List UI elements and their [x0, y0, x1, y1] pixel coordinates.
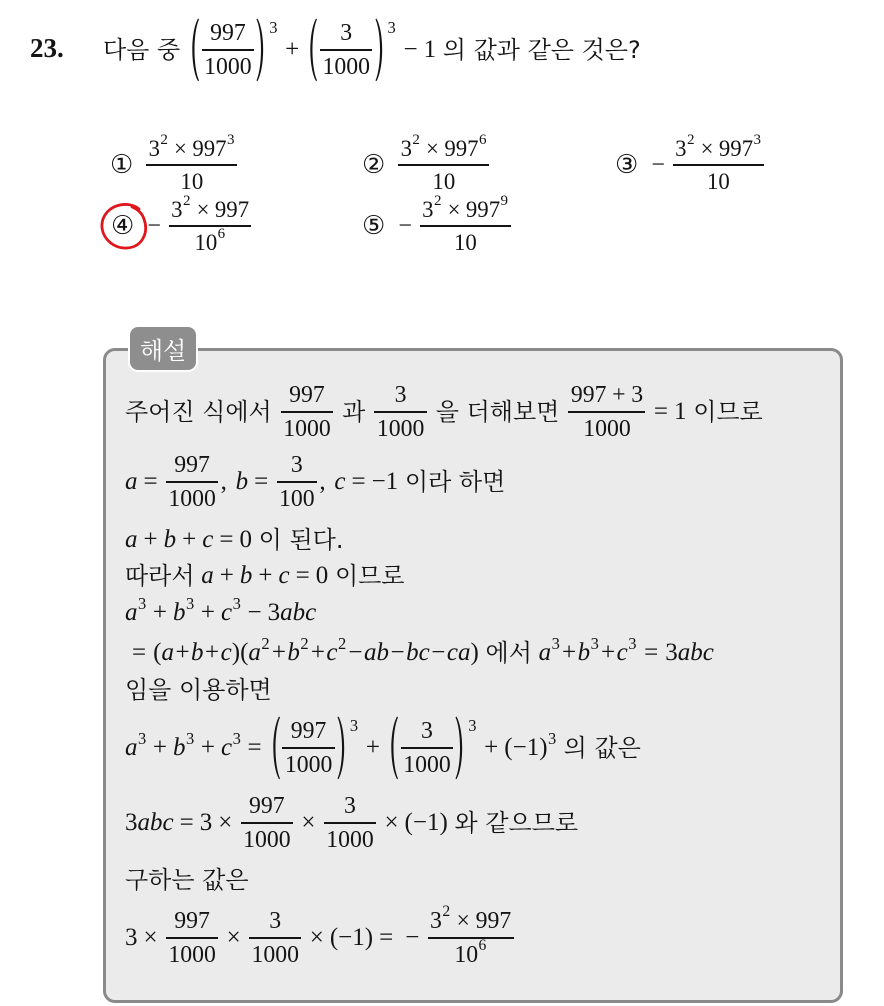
- parenthesized-group: [188, 18, 278, 82]
- solution-label: 해설: [128, 325, 198, 372]
- solution-box: [103, 337, 843, 1003]
- math-number: 10: [454, 941, 479, 968]
- fraction-numerator: [673, 132, 764, 164]
- math-number: 10: [432, 168, 456, 194]
- math-number: 3: [631, 381, 644, 408]
- superscript: 3: [137, 729, 147, 749]
- math-operator: +: [601, 639, 616, 666]
- superscript: 3: [137, 594, 147, 614]
- math-operator: +: [200, 734, 215, 761]
- text-run: 을 더해보면: [435, 397, 560, 426]
- math-variable: b: [191, 639, 204, 666]
- math-operator: +: [612, 381, 626, 408]
- choice-expression: [398, 193, 513, 256]
- math-number: 1: [673, 398, 687, 425]
- math-operator: −: [405, 924, 420, 951]
- math-number: 10: [706, 168, 730, 194]
- text-run: 임을 이용하면: [125, 675, 272, 704]
- math-variable: b: [173, 599, 186, 626]
- math-variable: c: [220, 639, 232, 666]
- math-operator: =: [143, 468, 158, 495]
- fraction-numerator: [169, 193, 251, 225]
- math-number: 3: [269, 907, 282, 934]
- punctuation: ,: [220, 468, 227, 495]
- choice-expression: [147, 193, 253, 256]
- right-parenthesis: [455, 716, 467, 780]
- right-parenthesis: [337, 716, 349, 780]
- math-operator: +: [365, 734, 380, 761]
- math-number: 997: [214, 196, 250, 222]
- fraction: [320, 19, 372, 81]
- superscript: 9: [500, 193, 509, 210]
- fraction: [568, 381, 645, 443]
- punctuation: ,: [319, 468, 326, 495]
- math-operator: ×: [456, 907, 470, 934]
- fraction: [202, 19, 254, 81]
- math-variable: ab: [364, 639, 390, 666]
- math-operator: −: [403, 36, 418, 63]
- math-operator: =: [132, 639, 147, 666]
- math-operator: ×: [143, 924, 158, 951]
- math-operator: +: [310, 639, 325, 666]
- text-run: 와 같으므로: [454, 808, 579, 837]
- fraction: [401, 717, 453, 779]
- fraction-denominator: [452, 227, 479, 256]
- math-operator: ×: [700, 135, 714, 161]
- math-operator: +: [152, 734, 167, 761]
- math-number: 997: [174, 451, 210, 478]
- fraction: [281, 381, 333, 443]
- fraction-numerator: [342, 792, 359, 823]
- math-operator: +: [484, 734, 499, 761]
- fraction-numerator: [287, 381, 327, 412]
- left-parenthesis: [306, 18, 318, 82]
- math-operator: +: [258, 562, 273, 589]
- exam-page: 23. 다음 중 $\frac{997}{1000}$ 3 + $\frac{3}{1000}$ 3 − 1 의 값과 같은 것은? ① 3 2 × 997 3 10 ② 3 2 × 997 6 10 ③ − 3 2 × 997 3 10 ④ − 3 2 × 997 10 6 ⑤ − 3 2 × 997 9 10 해설 주어진 식에서 $\frac{997}{1000}$ 과 $\frac{3}{1000}$ 을 더해보면 997 + 3 1000 = 1 이므로 a = $\frac{997}{1000}$ , b = $\frac{3}{100}$ , c = −1 이라 하면 a + b + c = 0 이 된다. 따라서 a + b + c = 0 이므로 a 3 + b 3 + c 3 − 3 abc = ( a + b + c )( a 2 + b 2 + c 2 − ab − bc − ca ) 에서 a 3 + b 3 + c 3 = 3 abc 임을 이용하면 a 3 + b 3 + c 3 = $\frac{997}{1000}$ 3 + $\frac{3}{1000}$ 3 + (−1) 3 의 값은 3 abc = 3 × $\frac{997}{1000}$ × $\frac{3}{1000}$ × (−1) 와 같으므로 구하는 값은 3 × $\frac{997}{1000}$ × $\frac{3}{1000}$ × (−1) = − 3 2 × 997 10 6: [0, 0, 884, 1006]
- fraction-denominator: [324, 824, 376, 855]
- math-operator: ×: [426, 135, 439, 161]
- superscript: 3: [232, 729, 241, 749]
- math-operator: ×: [196, 196, 210, 222]
- text-run: 이라 하면: [404, 467, 506, 496]
- math-number: 3: [290, 451, 303, 478]
- fraction-denominator: [241, 824, 293, 855]
- math-number: 997: [290, 717, 327, 744]
- group-body: [318, 19, 375, 81]
- math-number: 3: [421, 717, 433, 744]
- choice-number-3: ③: [615, 150, 639, 180]
- fraction-denominator: [192, 227, 228, 256]
- superscript: 3: [548, 729, 557, 749]
- math-number: 1000: [168, 941, 216, 968]
- math-operator: ×: [226, 924, 241, 951]
- superscript: 6: [478, 936, 487, 954]
- superscript: 2: [160, 132, 168, 149]
- math-variable: a: [125, 599, 138, 626]
- math-number: 997: [192, 135, 227, 161]
- math-number: 3: [171, 196, 183, 222]
- math-number: 1000: [168, 485, 216, 512]
- superscript: 3: [387, 18, 396, 38]
- superscript: 2: [686, 132, 695, 149]
- math-variable: c: [221, 599, 233, 626]
- fraction-denominator: [202, 51, 254, 82]
- fraction-denominator: [374, 413, 426, 444]
- fraction-numerator: [288, 451, 305, 482]
- math-operator: −: [147, 212, 161, 239]
- math-number: 3: [430, 907, 442, 934]
- fraction-numerator: [208, 19, 248, 50]
- fraction: [277, 451, 317, 513]
- fraction-denominator: [320, 51, 372, 82]
- fraction: [249, 907, 301, 969]
- math-number: 0: [239, 526, 252, 553]
- parenthesized-group: [269, 716, 359, 780]
- math-number: 3: [675, 135, 687, 161]
- superscript: 2: [433, 193, 442, 210]
- math-number: 3: [125, 924, 138, 951]
- fraction-numerator: [172, 451, 212, 482]
- math-operator: +: [219, 562, 234, 589]
- math-number: 997: [174, 907, 210, 934]
- math-number: 1000: [376, 415, 425, 442]
- math-variable: abc: [137, 809, 174, 836]
- superscript: 3: [468, 716, 477, 736]
- math-operator: =: [379, 924, 394, 951]
- fraction-numerator: [428, 903, 514, 938]
- math-operator: +: [205, 639, 220, 666]
- fraction-denominator: [249, 939, 301, 970]
- math-variable: b: [239, 562, 253, 589]
- math-number: 3: [400, 135, 412, 161]
- choice-number-5: ⑤: [362, 211, 386, 241]
- fraction: [282, 717, 334, 779]
- math-operator: +: [271, 639, 286, 666]
- choice-expression: [651, 132, 766, 195]
- superscript: 2: [300, 634, 309, 654]
- fraction-numerator: [267, 907, 284, 938]
- math-number: 997: [444, 135, 479, 161]
- superscript: 3: [269, 18, 278, 38]
- math-operator: +: [285, 36, 300, 63]
- math-number: 1000: [204, 53, 252, 80]
- fraction-numerator: [288, 717, 328, 748]
- text-run: 따라서: [125, 561, 195, 590]
- text-run: 주어진 식에서: [125, 397, 272, 426]
- math-number: 10: [453, 229, 477, 255]
- text-run: 이므로: [693, 397, 763, 426]
- math-operator: ×: [309, 924, 324, 951]
- fraction-denominator: [452, 936, 489, 970]
- fraction: [673, 132, 764, 195]
- math-variable: a: [201, 562, 214, 589]
- math-operator: −: [398, 212, 412, 239]
- fraction-denominator: [401, 749, 453, 780]
- math-number: 1000: [284, 751, 333, 778]
- fraction: [374, 381, 426, 443]
- fraction-denominator: [178, 166, 205, 195]
- math-variable: b: [235, 468, 249, 495]
- math-variable: a: [161, 639, 174, 666]
- math-number: (−1): [404, 809, 448, 836]
- math-number: 997: [249, 792, 285, 819]
- math-variable: a: [538, 639, 552, 666]
- fraction-numerator: [172, 907, 212, 938]
- math-number: 3: [148, 135, 160, 161]
- math-number: 997: [718, 135, 754, 161]
- text-run: 이 된다.: [258, 525, 344, 554]
- math-operator: =: [351, 468, 366, 495]
- fraction-numerator: [568, 381, 645, 412]
- fraction-denominator: [581, 413, 633, 444]
- superscript: 3: [628, 634, 637, 654]
- math-variable: abc: [677, 639, 714, 666]
- right-parenthesis: [256, 18, 268, 82]
- math-variable: a: [248, 639, 261, 666]
- math-operator: +: [200, 599, 215, 626]
- math-number: ): [470, 639, 479, 666]
- fraction: [241, 792, 293, 854]
- superscript: 3: [185, 729, 195, 749]
- math-operator: =: [247, 734, 262, 761]
- fraction-denominator: [166, 483, 218, 514]
- math-variable: abc: [280, 599, 317, 626]
- math-variable: a: [125, 468, 138, 495]
- text-run: 구하는 값은: [125, 865, 249, 894]
- math-operator: ×: [218, 809, 233, 836]
- math-operator: =: [219, 526, 234, 553]
- math-operator: +: [152, 599, 167, 626]
- superscript: 3: [590, 634, 599, 654]
- superscript: 2: [182, 193, 191, 210]
- superscript: 3: [226, 132, 235, 149]
- choice-expression: [146, 132, 239, 195]
- math-number: 997: [475, 907, 512, 934]
- fraction-denominator: [705, 166, 732, 195]
- math-operator: =: [179, 809, 194, 836]
- math-number: 10: [180, 168, 204, 194]
- math-operator: +: [143, 526, 158, 553]
- superscript: 6: [478, 132, 487, 149]
- math-number: 3: [344, 792, 356, 819]
- text-run: 의 값과 같은 것은?: [442, 35, 641, 64]
- math-number: (: [153, 639, 162, 666]
- math-number: 10: [194, 229, 218, 255]
- parenthesized-group: [306, 18, 396, 82]
- fraction: [420, 193, 511, 256]
- math-operator: −: [431, 639, 446, 666]
- math-number: 1000: [403, 751, 451, 778]
- superscript: 3: [753, 132, 762, 149]
- group-body: [280, 717, 337, 779]
- fraction-numerator: [338, 19, 355, 50]
- math-number: 1: [423, 36, 437, 63]
- answer-circle-mark: [99, 200, 151, 252]
- math-number: 3: [340, 19, 353, 46]
- fraction: [428, 903, 514, 969]
- superscript: 6: [217, 226, 226, 243]
- math-number: 1000: [251, 941, 299, 968]
- math-number: 1000: [283, 415, 331, 442]
- fraction-denominator: [281, 413, 333, 444]
- superscript: 2: [442, 903, 451, 921]
- fraction: [169, 193, 251, 256]
- math-variable: c: [202, 526, 214, 553]
- left-parenthesis: [188, 18, 200, 82]
- math-variable: c: [278, 562, 290, 589]
- fraction-numerator: [146, 132, 237, 164]
- math-variable: ca: [446, 639, 471, 666]
- math-variable: c: [326, 639, 338, 666]
- math-variable: a: [125, 734, 138, 761]
- math-number: 3: [199, 809, 213, 836]
- math-operator: −: [651, 151, 665, 178]
- math-number: (−1): [329, 924, 374, 951]
- fraction-numerator: [247, 792, 287, 823]
- group-body: [199, 19, 256, 81]
- math-operator: +: [182, 526, 197, 553]
- math-number: 3: [125, 809, 138, 836]
- fraction: [324, 792, 376, 854]
- math-operator: ×: [447, 196, 461, 222]
- math-variable: b: [287, 639, 300, 666]
- choice-number-1: ①: [110, 150, 134, 180]
- math-variable: bc: [406, 639, 430, 666]
- math-number: 3: [267, 599, 281, 626]
- math-number: 997: [465, 196, 501, 222]
- fraction-numerator: [420, 193, 511, 225]
- math-variable: c: [221, 734, 233, 761]
- fraction: [166, 451, 218, 513]
- fraction: [166, 907, 218, 969]
- math-operator: −: [247, 599, 262, 626]
- math-number: 1000: [583, 415, 631, 442]
- math-number: )(: [231, 639, 249, 666]
- superscript: 2: [412, 132, 420, 149]
- math-operator: =: [644, 639, 659, 666]
- superscript: 3: [232, 594, 241, 614]
- math-operator: ×: [301, 809, 316, 836]
- fraction-denominator: [277, 483, 317, 514]
- math-number: 1000: [243, 826, 291, 853]
- math-number: 997: [570, 381, 607, 408]
- math-number: 3: [422, 196, 434, 222]
- choice-number-2: ②: [362, 150, 386, 180]
- math-variable: c: [616, 639, 628, 666]
- math-variable: b: [173, 734, 186, 761]
- right-parenthesis: [375, 18, 387, 82]
- math-variable: a: [125, 526, 138, 553]
- math-number: 1000: [326, 826, 374, 853]
- math-variable: c: [334, 468, 346, 495]
- fraction-denominator: [282, 749, 334, 780]
- text-run: 의 값은: [563, 733, 641, 762]
- math-operator: +: [175, 639, 190, 666]
- math-operator: +: [562, 639, 577, 666]
- superscript: 3: [551, 634, 560, 654]
- math-operator: ×: [174, 135, 187, 161]
- left-parenthesis: [387, 716, 399, 780]
- math-operator: =: [254, 468, 269, 495]
- math-number: 100: [278, 485, 315, 512]
- fraction-denominator: [430, 166, 457, 195]
- choice-number-4: ④: [111, 211, 135, 241]
- math-number: 997: [210, 19, 246, 46]
- text-run: 이므로: [334, 561, 405, 590]
- superscript: 3: [349, 716, 359, 736]
- math-operator: ×: [384, 809, 399, 836]
- group-body: [398, 717, 455, 779]
- math-number: −1: [371, 468, 399, 495]
- math-number: 3: [394, 381, 407, 408]
- superscript: 2: [261, 634, 270, 654]
- parenthesized-group: [387, 716, 477, 780]
- math-number: 997: [289, 381, 325, 408]
- math-operator: =: [295, 562, 310, 589]
- fraction-denominator: [166, 939, 218, 970]
- text-run: 에서: [485, 638, 532, 667]
- left-parenthesis: [269, 716, 281, 780]
- choice-expression: [398, 132, 491, 195]
- math-number: (−1): [504, 734, 548, 761]
- math-variable: b: [163, 526, 177, 553]
- fraction-numerator: [419, 717, 436, 748]
- superscript: 3: [185, 594, 195, 614]
- math-number: 0: [315, 562, 329, 589]
- fraction: [398, 132, 489, 195]
- text-run: 다음 중: [103, 35, 181, 64]
- math-operator: −: [390, 639, 405, 666]
- math-number: 3: [665, 639, 678, 666]
- superscript: 2: [338, 634, 347, 654]
- text-run: 과: [342, 397, 366, 426]
- math-number: 1000: [322, 53, 370, 80]
- math-operator: −: [348, 639, 363, 666]
- fraction-numerator: [392, 381, 409, 412]
- math-variable: b: [577, 639, 591, 666]
- math-operator: =: [653, 398, 668, 425]
- fraction-numerator: [398, 132, 489, 164]
- fraction: [146, 132, 237, 195]
